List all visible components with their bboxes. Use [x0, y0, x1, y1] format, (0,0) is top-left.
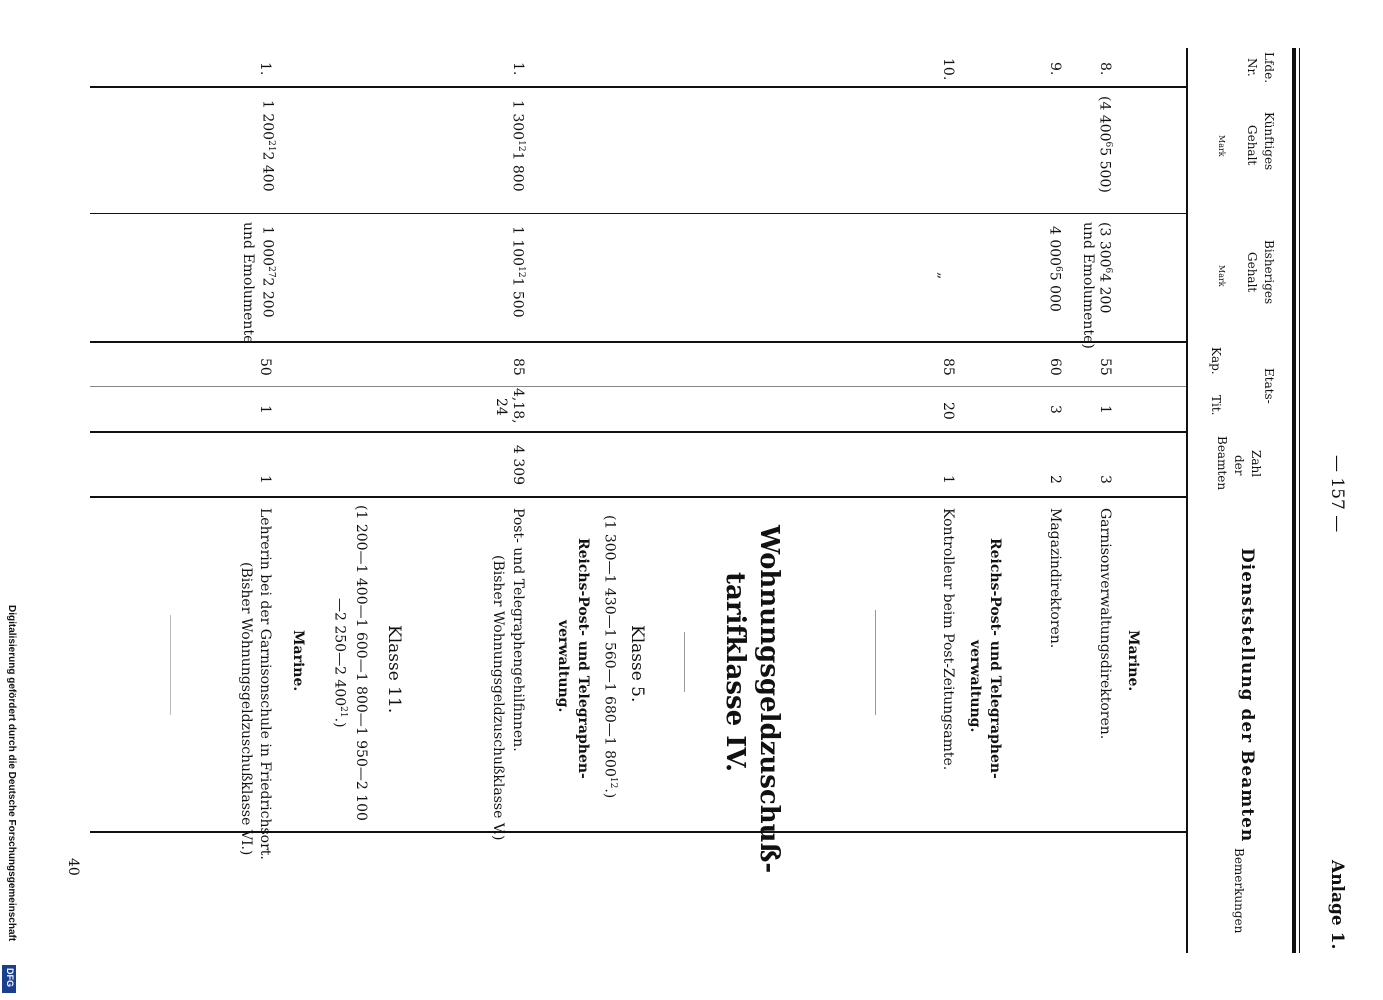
section-reichspost-1-b: verwaltung.	[967, 640, 983, 733]
row-kuenftiges-gehalt: 1 $300^{12}1$ 800	[509, 100, 526, 192]
row-tit-b: 24	[493, 398, 509, 416]
row-kap: 85	[510, 358, 526, 376]
col-rule-6	[90, 496, 1186, 498]
row-bisheriges-gehalt: „	[935, 272, 951, 280]
header-tit: Tit.	[1209, 395, 1223, 416]
row-bisheriges-gehalt: (3 $300^64$ 200	[1096, 222, 1113, 314]
row-nr: 9.	[1047, 62, 1063, 76]
row-nr: 10.	[940, 58, 956, 81]
row-zahl: 4 309	[510, 445, 526, 486]
table-header-rule	[1186, 48, 1188, 953]
row-zahl: 1	[940, 475, 956, 484]
sheet-number: 40	[65, 858, 81, 876]
col-rule-5	[90, 431, 1186, 433]
row-dienststellung-note: (Bisher Wohnungsgeldzuschußklasse V.)	[490, 555, 506, 841]
section-klasse-5-scale: (1 300—1 430—1 560—1 680—1 $800^{12}$.)	[601, 515, 618, 799]
table-top-rule-thin	[1299, 48, 1300, 953]
row-dienststellung: Magazindirektoren.	[1047, 508, 1063, 649]
row-bisheriges-gehalt: 1 $100^{12}1$ 500	[509, 226, 526, 318]
header-kap: Kap.	[1209, 347, 1223, 375]
section-klasse-11-scale: (1 200—1 400—1 600—1 800—1 950—2 100	[353, 505, 369, 821]
divider	[875, 610, 876, 715]
row-tit: 4,18,	[510, 388, 526, 424]
row-bisheriges-gehalt: 1 $000^{27}2$ 200	[259, 226, 276, 318]
row-nr: 1.	[257, 62, 273, 76]
section-wohnungsgeld-title: Wohnungsgeldzuschuß-	[754, 525, 784, 874]
page-number: — 157 —	[1327, 455, 1347, 533]
row-tit: 3	[1047, 405, 1063, 414]
col-rule-7	[90, 831, 1186, 833]
header-dienststellung: Dienststellung der Beamten	[1237, 548, 1257, 843]
row-zahl: 3	[1097, 475, 1113, 484]
header-bemerkungen: Bemerkungen	[1232, 848, 1246, 934]
row-bisheriges-gehalt-note: und Emolumente)	[1080, 222, 1096, 349]
footer-credit: Digitalisierung gefördert durch die Deutsche Forschungsgemeinschaft	[6, 605, 17, 942]
section-wohnungsgeld-title-b: tarifklasse IV.	[720, 572, 750, 773]
section-klasse-5: Klasse 5.	[627, 625, 647, 703]
row-tit: 1	[257, 405, 273, 414]
row-dienststellung: Lehrerin bei der Garnisonschule in Friedrichsort.	[257, 508, 273, 860]
row-dienststellung: Garnisonverwaltungsdirektoren.	[1097, 508, 1113, 740]
col-rule-2	[90, 213, 1186, 214]
row-kuenftiges-gehalt: 1 $200^{21}2$ 400	[259, 100, 276, 192]
divider	[170, 615, 171, 715]
row-zahl: 1	[257, 475, 273, 484]
section-klasse-11-scale-b: —2 250—2 $400^{21}$.)	[331, 598, 348, 728]
col-rule-4	[90, 386, 1186, 387]
row-dienststellung-note: (Bisher Wohnungsgeldzuschußklasse VI.)	[238, 562, 254, 856]
section-reichspost-2: Reichs-Post- und Telegraphen-	[575, 538, 591, 779]
row-kap: 55	[1097, 358, 1113, 376]
row-bisheriges-gehalt-note: und Emolumente	[240, 222, 256, 344]
divider	[684, 632, 685, 692]
row-nr: 8.	[1097, 62, 1113, 76]
section-reichspost-1: Reichs-Post- und Telegraphen-	[987, 538, 1003, 779]
row-kuenftiges-gehalt: (4 $400^65$ 500)	[1096, 96, 1113, 193]
row-dienststellung: Post- und Telegraphengehilfinnen.	[510, 508, 526, 752]
table-top-rule-thick	[1292, 48, 1296, 953]
row-dienststellung: Kontrolleur beim Post-Zeitungsamte.	[940, 508, 956, 771]
row-zahl: 2	[1047, 475, 1063, 484]
annex-label: Anlage 1.	[1327, 860, 1347, 950]
section-marine-2: Marine.	[290, 630, 306, 692]
col-rule-1	[90, 86, 1186, 88]
section-marine: Marine.	[1125, 630, 1141, 692]
dfg-logo: DFG	[2, 965, 16, 993]
row-kap: 85	[940, 358, 956, 376]
section-reichspost-2-b: verwaltung.	[555, 620, 571, 713]
row-tit: 20	[940, 402, 956, 420]
row-bisheriges-gehalt: 4 $000^65$ 000	[1046, 226, 1063, 312]
section-klasse-11: Klasse 11.	[384, 625, 404, 714]
row-kap: 60	[1047, 358, 1063, 376]
row-nr: 1.	[510, 62, 526, 76]
row-kap: 50	[257, 358, 273, 376]
row-tit: 1	[1097, 405, 1113, 414]
